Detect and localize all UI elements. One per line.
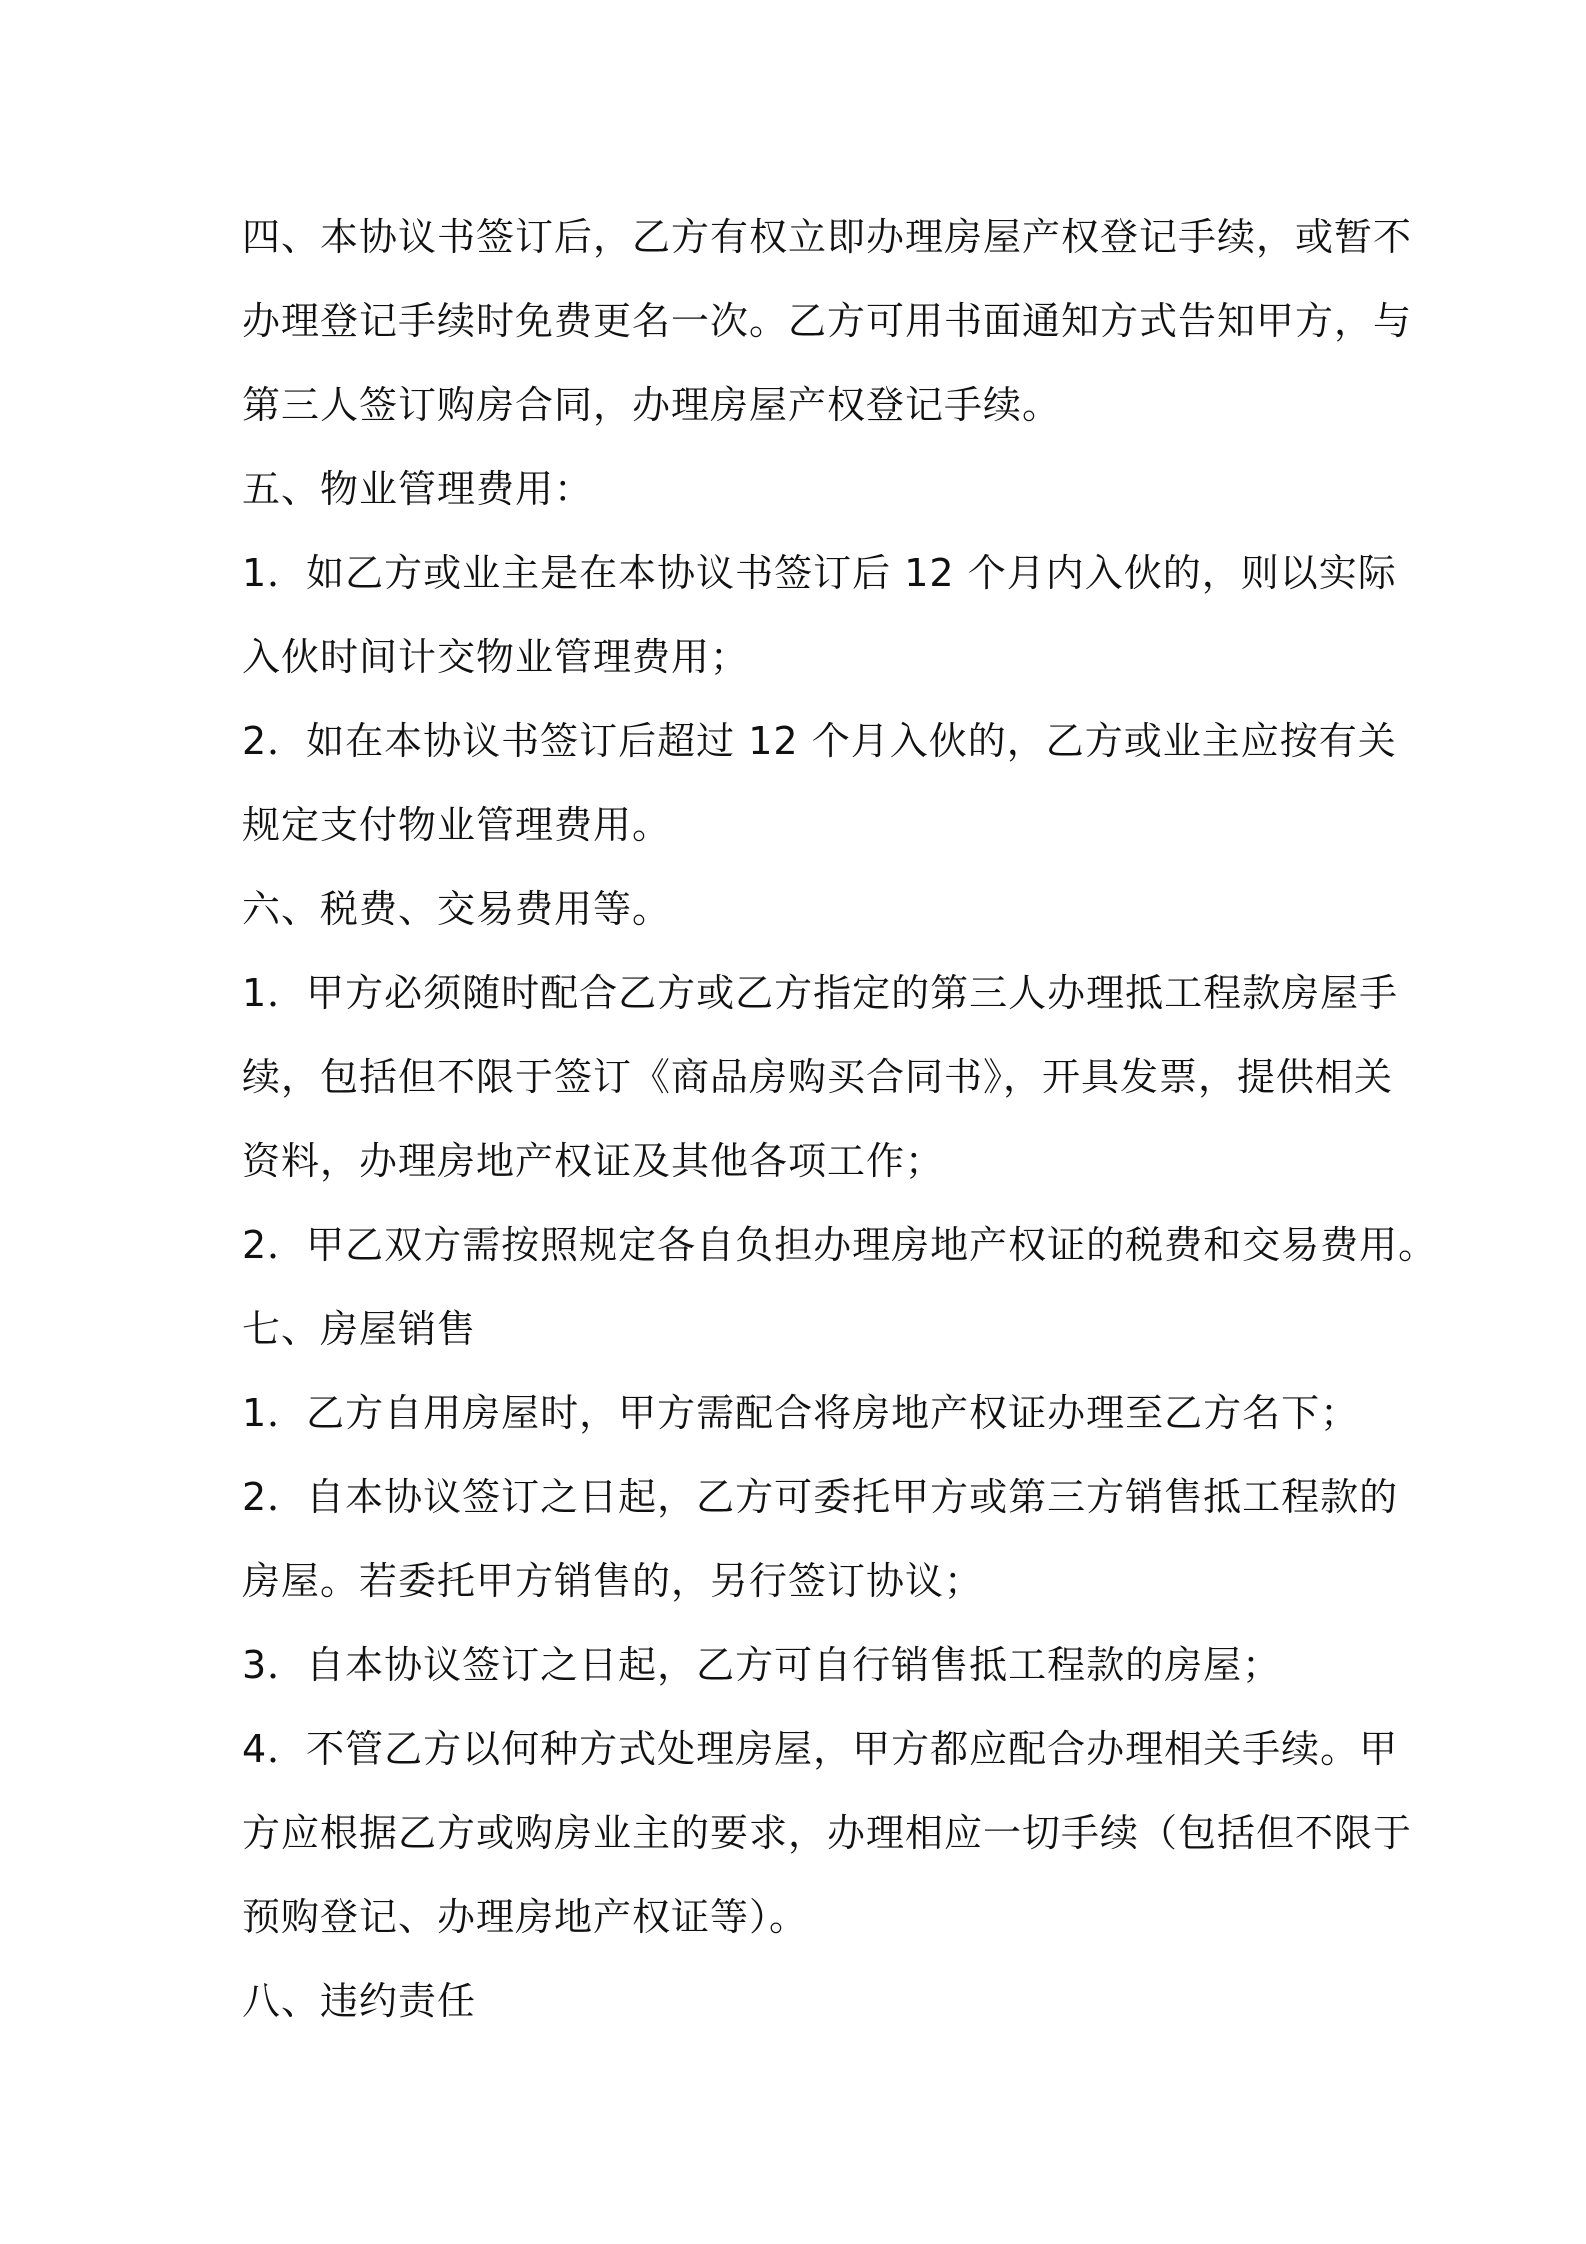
text-line: 资料，办理房地产权证及其他各项工作； [242,1139,945,1183]
text-line: 续，包括但不限于签订《商品房购买合同书》，开具发票，提供相关 [242,1055,1394,1099]
text-line: 第三人签订购房合同，办理房屋产权登记手续。 [242,383,1062,427]
text-line: 预购登记、办理房地产权证等）。 [242,1895,809,1939]
document-body [242,195,1438,2043]
section-heading: 五、物业管理费用： [242,467,594,511]
text-line: 1．乙方自用房屋时，甲方需配合将房地产权证办理至乙方名下； [242,1391,1360,1435]
text-line: 4．不管乙方以何种方式处理房屋，甲方都应配合办理相关手续。甲 [242,1727,1399,1771]
section-heading: 七、房屋销售 [242,1307,477,1351]
text-line: 2．自本协议签订之日起，乙方可委托甲方或第三方销售抵工程款的 [242,1475,1399,1519]
text-line: 房屋。若委托甲方销售的，另行签订协议； [242,1559,984,1603]
text-line: 2．如在本协议书签订后超过 12 个月入伙的，乙方或业主应按有关 [242,719,1397,763]
text-line: 方应根据乙方或购房业主的要求，办理相应一切手续（包括但不限于 [242,1811,1413,1855]
section-heading: 六、税费、交易费用等。 [242,887,672,931]
text-line: 办理登记手续时免费更名一次。乙方可用书面通知方式告知甲方，与 [242,299,1413,343]
text-line: 1．甲方必须随时配合乙方或乙方指定的第三人办理抵工程款房屋手 [242,971,1399,1015]
text-line: 四、本协议书签订后，乙方有权立即办理房屋产权登记手续，或暂不 [242,215,1413,259]
text-line: 2．甲乙双方需按照规定各自负担办理房地产权证的税费和交易费用。 [242,1223,1438,1267]
text-line: 规定支付物业管理费用。 [242,803,672,847]
text-line: 3．自本协议签订之日起，乙方可自行销售抵工程款的房屋； [242,1643,1282,1687]
section-heading: 八、违约责任 [242,1979,477,2023]
text-line: 1．如乙方或业主是在本协议书签订后 12 个月内入伙的，则以实际 [242,551,1397,595]
text-line: 入伙时间计交物业管理费用； [242,635,750,679]
